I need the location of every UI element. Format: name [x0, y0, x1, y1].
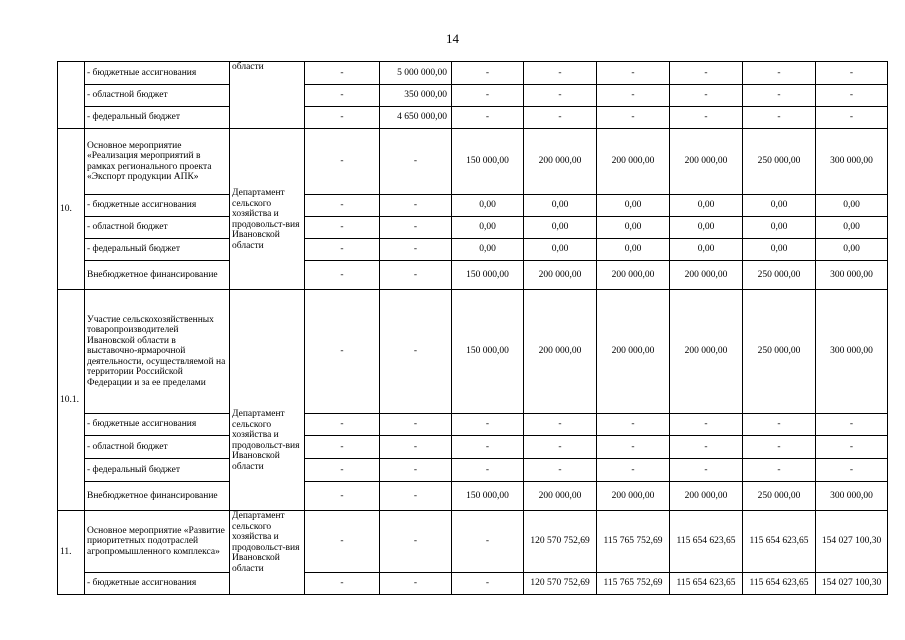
item-name-cell: Внебюджетное финансирование	[85, 261, 230, 290]
amount-cell: 200 000,00	[524, 482, 597, 511]
table-row	[58, 459, 888, 482]
item-name-cell: - бюджетные ассигнования	[85, 195, 230, 217]
amount-cell: -	[670, 107, 743, 129]
amount-cell: -	[816, 107, 888, 129]
amount-cell: 200 000,00	[524, 261, 597, 290]
table-row	[58, 261, 888, 290]
amount-cell: -	[305, 62, 380, 85]
amount-cell: 300 000,00	[816, 261, 888, 290]
amount-cell: -	[524, 459, 597, 482]
item-name-cell: - бюджетные ассигнования	[85, 414, 230, 436]
amount-cell: 300 000,00	[816, 129, 888, 195]
amount-cell: -	[597, 107, 670, 129]
amount-cell: 200 000,00	[670, 261, 743, 290]
amount-cell: 250 000,00	[743, 129, 816, 195]
amount-cell: 150 000,00	[452, 129, 524, 195]
item-name-cell: - областной бюджет	[85, 217, 230, 239]
amount-cell: -	[597, 436, 670, 459]
amount-cell: -	[452, 511, 524, 573]
item-name-cell: - федеральный бюджет	[85, 459, 230, 482]
amount-cell: -	[597, 459, 670, 482]
amount-cell: 154 027 100,30	[816, 511, 888, 573]
amount-cell: 300 000,00	[816, 290, 888, 414]
amount-cell: 200 000,00	[670, 129, 743, 195]
amount-cell: -	[743, 459, 816, 482]
amount-cell: -	[305, 573, 380, 595]
amount-cell: -	[524, 85, 597, 107]
amount-cell: -	[305, 511, 380, 573]
amount-cell: -	[305, 195, 380, 217]
amount-cell: 115 654 623,65	[670, 511, 743, 573]
amount-cell: -	[380, 239, 452, 261]
table-row	[58, 414, 888, 436]
item-name-cell: - бюджетные ассигнования	[85, 573, 230, 595]
amount-cell: 200 000,00	[597, 482, 670, 511]
amount-cell: -	[380, 511, 452, 573]
amount-cell: 0,00	[524, 217, 597, 239]
amount-cell: -	[305, 107, 380, 129]
amount-cell: -	[305, 85, 380, 107]
responsible-department-cell: области	[230, 62, 305, 129]
amount-cell: 250 000,00	[743, 261, 816, 290]
amount-cell: -	[452, 85, 524, 107]
amount-cell: 200 000,00	[524, 290, 597, 414]
amount-cell: -	[597, 62, 670, 85]
amount-cell: 0,00	[597, 195, 670, 217]
amount-cell: -	[816, 62, 888, 85]
amount-cell: -	[597, 414, 670, 436]
amount-cell: 150 000,00	[452, 261, 524, 290]
page-number: 14	[446, 31, 459, 46]
amount-cell: 0,00	[670, 217, 743, 239]
amount-cell: 0,00	[452, 195, 524, 217]
responsible-department-cell: Департамент сельского хозяйства и продовольст-вия Ивановской области	[230, 129, 305, 290]
amount-cell: -	[524, 414, 597, 436]
amount-cell: 200 000,00	[524, 129, 597, 195]
amount-cell: 200 000,00	[597, 129, 670, 195]
amount-cell: 250 000,00	[743, 482, 816, 511]
amount-cell: 115 654 623,65	[743, 573, 816, 595]
amount-cell: -	[452, 107, 524, 129]
amount-cell: 0,00	[452, 239, 524, 261]
item-name-cell: - областной бюджет	[85, 85, 230, 107]
amount-cell: -	[743, 85, 816, 107]
amount-cell: 300 000,00	[816, 482, 888, 511]
amount-cell: -	[380, 573, 452, 595]
amount-cell: 350 000,00	[380, 85, 452, 107]
amount-cell: 0,00	[816, 195, 888, 217]
item-name-cell: - федеральный бюджет	[85, 239, 230, 261]
amount-cell: 0,00	[743, 217, 816, 239]
table-row	[58, 436, 888, 459]
amount-cell: 0,00	[524, 239, 597, 261]
responsible-department-cell: Департамент сельского хозяйства и продовольст-вия Ивановской области	[230, 511, 305, 595]
amount-cell: -	[380, 195, 452, 217]
amount-cell: -	[452, 414, 524, 436]
table-row	[58, 195, 888, 217]
amount-cell: -	[670, 62, 743, 85]
amount-cell: 0,00	[597, 217, 670, 239]
amount-cell: -	[452, 459, 524, 482]
amount-cell: -	[452, 436, 524, 459]
amount-cell: -	[816, 459, 888, 482]
amount-cell: -	[380, 436, 452, 459]
amount-cell: 115 765 752,69	[597, 511, 670, 573]
table-row	[58, 217, 888, 239]
amount-cell: -	[743, 107, 816, 129]
item-name-cell: Основное мероприятие «Развитие приоритетных подотраслей агропромышленного комплекса»	[85, 511, 230, 573]
amount-cell: -	[380, 414, 452, 436]
table-row	[58, 573, 888, 595]
row-number-cell: 11.	[58, 511, 85, 595]
amount-cell: -	[670, 436, 743, 459]
row-number-cell: 10.1.	[58, 290, 85, 511]
amount-cell: -	[670, 414, 743, 436]
amount-cell: -	[380, 261, 452, 290]
amount-cell: 150 000,00	[452, 482, 524, 511]
table-row	[58, 239, 888, 261]
amount-cell: -	[305, 129, 380, 195]
row-number-cell	[58, 62, 85, 129]
row-number-cell: 10.	[58, 129, 85, 290]
amount-cell: 250 000,00	[743, 290, 816, 414]
amount-cell: 5 000 000,00	[380, 62, 452, 85]
amount-cell: -	[380, 459, 452, 482]
amount-cell: 0,00	[524, 195, 597, 217]
amount-cell: 200 000,00	[670, 482, 743, 511]
table-row	[58, 129, 888, 195]
amount-cell: -	[670, 85, 743, 107]
amount-cell: -	[524, 62, 597, 85]
amount-cell: -	[305, 436, 380, 459]
amount-cell: 200 000,00	[597, 290, 670, 414]
amount-cell: 120 570 752,69	[524, 511, 597, 573]
amount-cell: -	[305, 290, 380, 414]
amount-cell: -	[816, 85, 888, 107]
amount-cell: -	[743, 436, 816, 459]
amount-cell: 0,00	[670, 195, 743, 217]
amount-cell: -	[380, 290, 452, 414]
amount-cell: -	[380, 482, 452, 511]
item-name-cell: Внебюджетное финансирование	[85, 482, 230, 511]
amount-cell: 4 650 000,00	[380, 107, 452, 129]
amount-cell: -	[816, 436, 888, 459]
item-name-cell: Основное мероприятие «Реализация мероприятий в рамках регионального проекта «Экспорт продукции АПК»	[85, 129, 230, 195]
amount-cell: 0,00	[743, 195, 816, 217]
amount-cell: 0,00	[670, 239, 743, 261]
amount-cell: -	[305, 459, 380, 482]
amount-cell: 115 765 752,69	[597, 573, 670, 595]
amount-cell: 150 000,00	[452, 290, 524, 414]
amount-cell: -	[305, 239, 380, 261]
table-row	[58, 511, 888, 573]
amount-cell: 115 654 623,65	[743, 511, 816, 573]
table-row	[58, 85, 888, 107]
amount-cell: 154 027 100,30	[816, 573, 888, 595]
amount-cell: -	[597, 85, 670, 107]
amount-cell: 200 000,00	[597, 261, 670, 290]
item-name-cell: Участие сельскохозяйственных товаропроизводителей Ивановской области в выставочно-ярмарочной деятельности, осуществляемой на территории Российской Федерации и за ее пределами	[85, 290, 230, 414]
amount-cell: -	[816, 414, 888, 436]
responsible-department-cell: Департамент сельского хозяйства и продовольст-вия Ивановской области	[230, 290, 305, 511]
amount-cell: -	[452, 62, 524, 85]
amount-cell: -	[524, 107, 597, 129]
amount-cell: -	[305, 217, 380, 239]
item-name-cell: - областной бюджет	[85, 436, 230, 459]
table-row	[58, 482, 888, 511]
amount-cell: -	[305, 482, 380, 511]
amount-cell: -	[524, 436, 597, 459]
amount-cell: 0,00	[816, 217, 888, 239]
table-row	[58, 62, 888, 85]
amount-cell: -	[743, 414, 816, 436]
amount-cell: -	[305, 261, 380, 290]
amount-cell: -	[380, 129, 452, 195]
amount-cell: -	[380, 217, 452, 239]
item-name-cell: - бюджетные ассигнования	[85, 62, 230, 85]
amount-cell: 200 000,00	[670, 290, 743, 414]
item-name-cell: - федеральный бюджет	[85, 107, 230, 129]
amount-cell: -	[743, 62, 816, 85]
table-row	[58, 107, 888, 129]
amount-cell: -	[305, 414, 380, 436]
table-row	[58, 290, 888, 414]
amount-cell: 0,00	[452, 217, 524, 239]
budget-table	[57, 61, 888, 595]
amount-cell: -	[670, 459, 743, 482]
amount-cell: 0,00	[743, 239, 816, 261]
amount-cell: 0,00	[597, 239, 670, 261]
amount-cell: 0,00	[816, 239, 888, 261]
amount-cell: 115 654 623,65	[670, 573, 743, 595]
amount-cell: 120 570 752,69	[524, 573, 597, 595]
amount-cell: -	[452, 573, 524, 595]
